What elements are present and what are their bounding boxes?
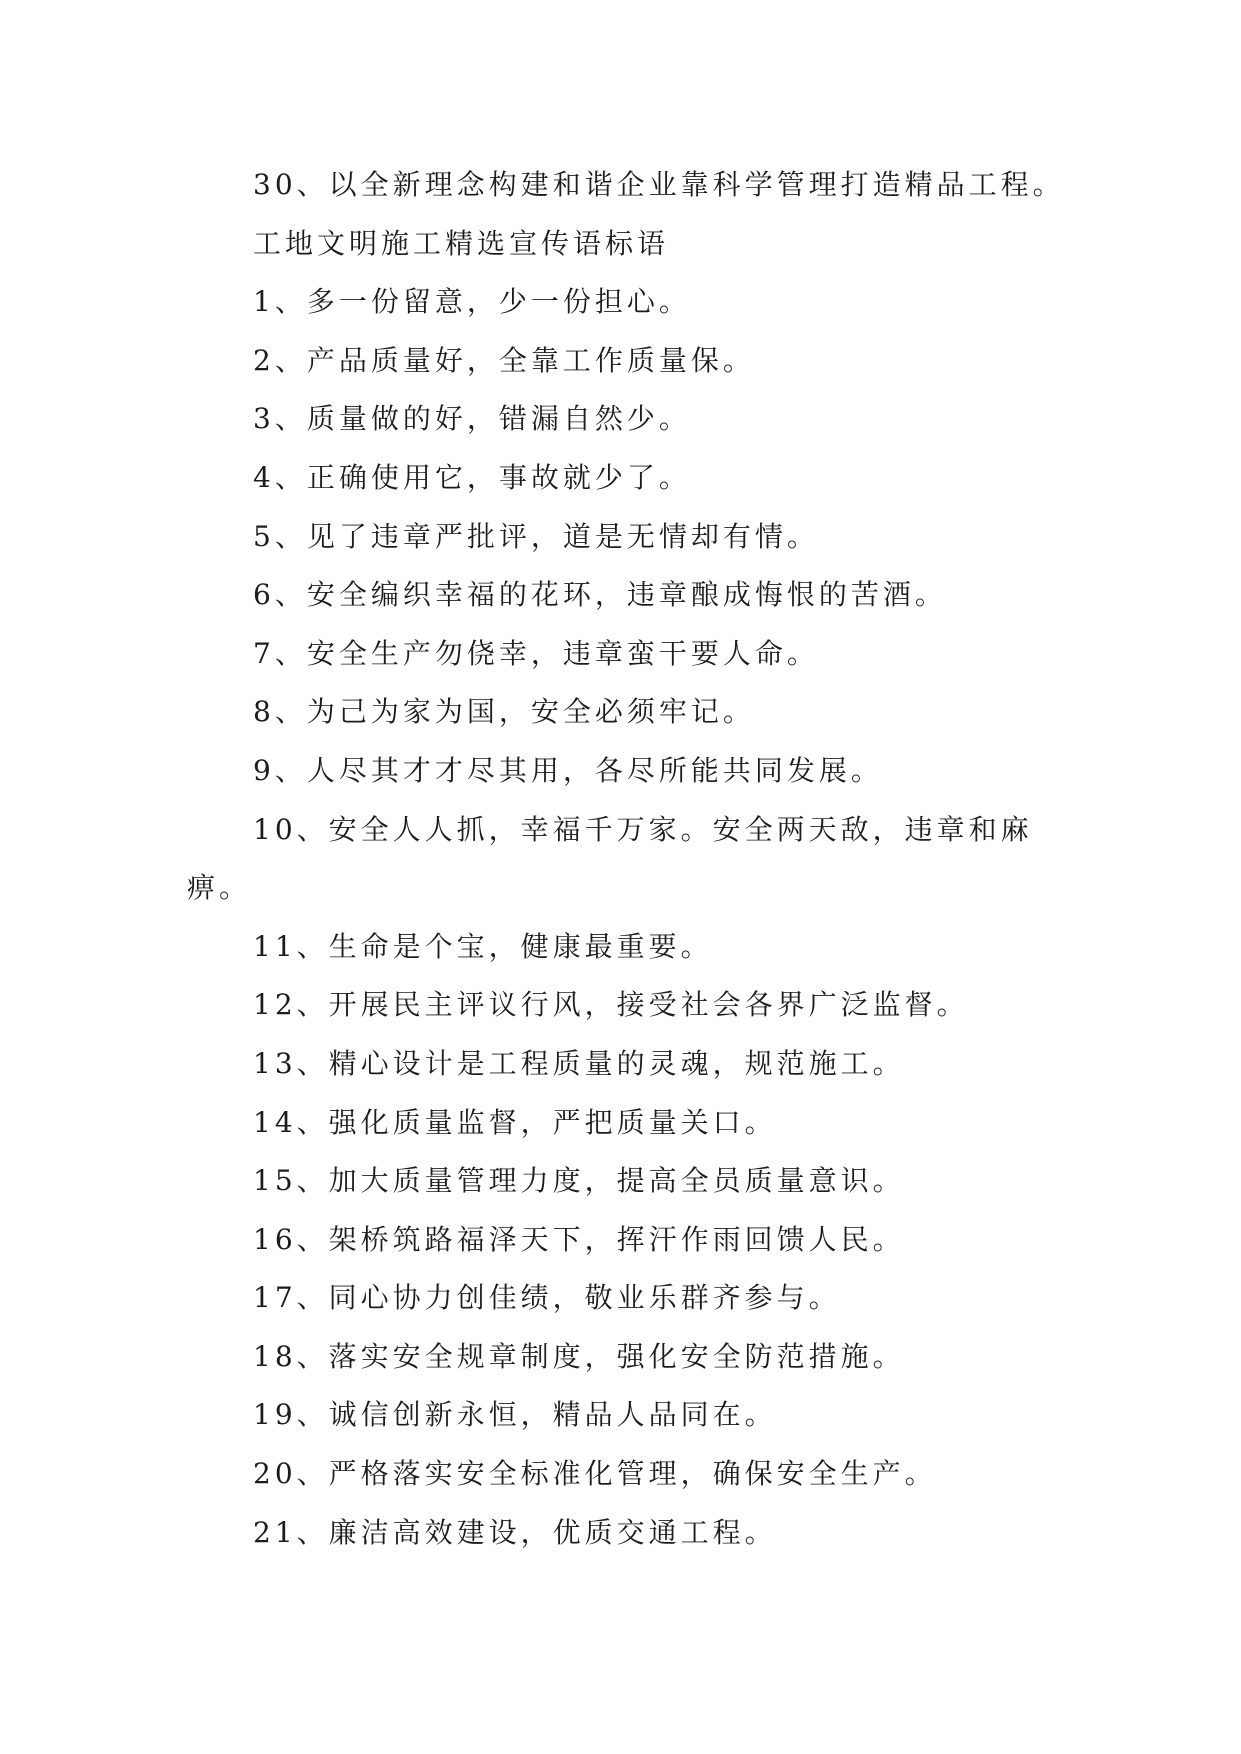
slogan-line: 14、强化质量监督，严把质量关口。 bbox=[253, 1105, 777, 1139]
slogan-item bbox=[187, 625, 1167, 684]
slogan-line: 12、开展民主评议行风，接受社会各界广泛监督。 bbox=[253, 988, 969, 1022]
slogan-item bbox=[187, 1269, 1167, 1328]
slogan-item bbox=[187, 1211, 1167, 1270]
slogan-item bbox=[187, 918, 1167, 977]
slogan-item bbox=[187, 566, 1167, 625]
slogan-item bbox=[187, 742, 1167, 801]
slogan-line: 5、见了违章严批评，道是无情却有情。 bbox=[253, 519, 819, 553]
continued-list-item bbox=[187, 156, 1167, 215]
slogan-line: 6、安全编织幸福的花环，违章酿成悔恨的苦酒。 bbox=[253, 578, 947, 612]
slogan-item bbox=[187, 273, 1167, 332]
slogan-item bbox=[187, 1094, 1167, 1153]
slogan-line: 15、加大质量管理力度，提高全员质量意识。 bbox=[253, 1164, 905, 1198]
slogan-line: 9、人尽其才才尽其用，各尽所能共同发展。 bbox=[253, 753, 883, 787]
slogan-line: 16、架桥筑路福泽天下，挥汗作雨回馈人民。 bbox=[253, 1222, 905, 1256]
slogan-item bbox=[187, 1152, 1167, 1211]
slogan-line: 21、廉洁高效建设，优质交通工程。 bbox=[253, 1515, 777, 1549]
slogan-line: 13、精心设计是工程质量的灵魂，规范施工。 bbox=[253, 1046, 905, 1080]
slogan-line: 10、安全人人抓，幸福千万家。安全两天敌，违章和麻 bbox=[253, 812, 1033, 846]
slogan-line: 4、正确使用它，事故就少了。 bbox=[253, 460, 691, 494]
slogan-item bbox=[187, 449, 1167, 508]
slogan-line: 8、为己为家为国，安全必须牢记。 bbox=[253, 695, 755, 729]
slogan-item bbox=[187, 1386, 1167, 1445]
slogan-item bbox=[187, 332, 1167, 391]
slogan-line: 1、多一份留意，少一份担心。 bbox=[253, 285, 691, 319]
slogan-item bbox=[187, 508, 1167, 567]
slogan-line-continued: 痹。 bbox=[187, 871, 252, 905]
section-title-text: 工地文明施工精选宣传语标语 bbox=[253, 226, 670, 260]
slogan-line: 11、生命是个宝，健康最重要。 bbox=[253, 929, 713, 963]
slogan-item bbox=[187, 1035, 1167, 1094]
slogan-item bbox=[187, 976, 1167, 1035]
paragraph-line: 30、以全新理念构建和谐企业靠科学管理打造精品工程。 bbox=[253, 168, 1065, 201]
slogan-line: 17、同心协力创佳绩，敬业乐群齐参与。 bbox=[253, 1281, 841, 1315]
slogan-item bbox=[187, 801, 1167, 918]
slogan-line: 19、诚信创新永恒，精品人品同在。 bbox=[253, 1398, 777, 1432]
slogan-line: 3、质量做的好，错漏自然少。 bbox=[253, 402, 691, 436]
slogan-item bbox=[187, 390, 1167, 449]
slogan-line: 7、安全生产勿侥幸，违章蛮干要人命。 bbox=[253, 636, 819, 670]
slogan-line: 18、落实安全规章制度，强化安全防范措施。 bbox=[253, 1339, 905, 1373]
section-title bbox=[187, 215, 1167, 274]
slogan-line: 2、产品质量好，全靠工作质量保。 bbox=[253, 343, 755, 377]
slogan-line: 20、严格落实安全标准化管理，确保安全生产。 bbox=[253, 1457, 937, 1491]
slogan-item bbox=[187, 1504, 1167, 1563]
slogan-item bbox=[187, 683, 1167, 742]
document-body bbox=[187, 156, 1167, 1562]
slogan-item bbox=[187, 1445, 1167, 1504]
slogan-item bbox=[187, 1328, 1167, 1387]
